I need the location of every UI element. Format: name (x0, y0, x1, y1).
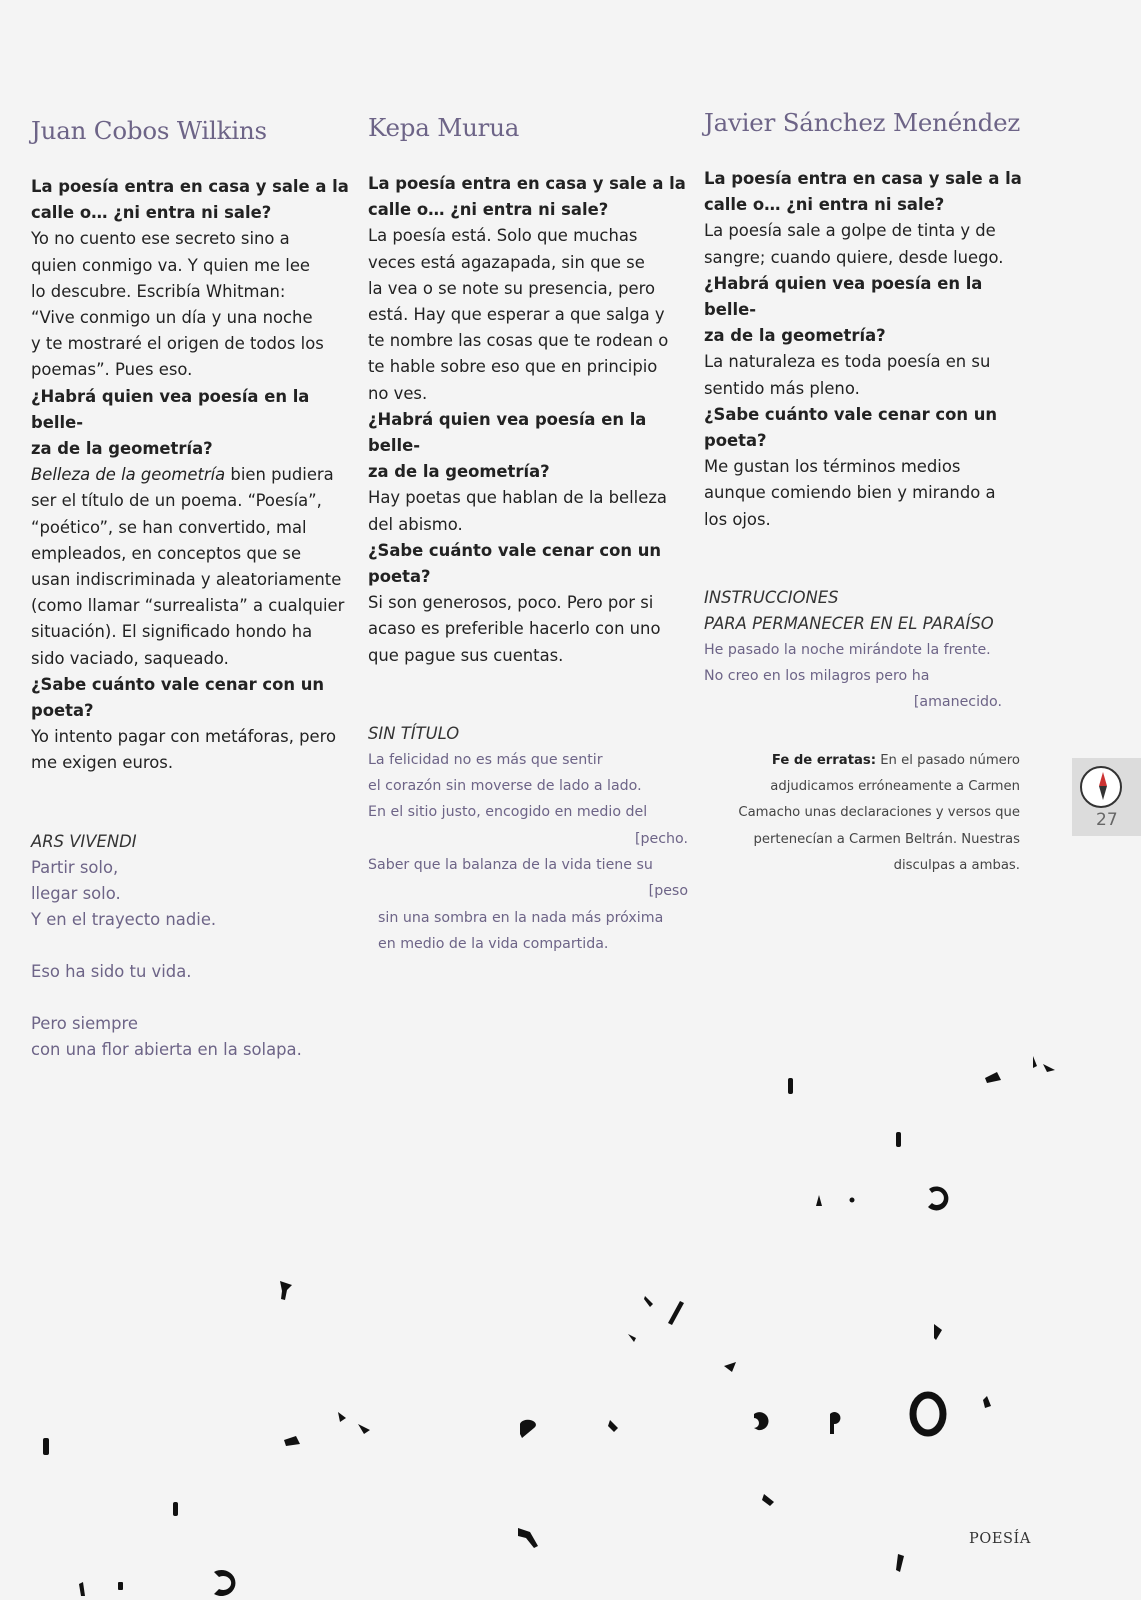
poem-line: He pasado la noche mirándote la frente. (704, 641, 991, 658)
page-tab (1072, 758, 1141, 836)
poem-line: con una flor abierta en la solapa. (31, 1039, 302, 1059)
poem-line: No creo en los milagros pero ha (704, 668, 930, 685)
answer: quien conmigo va. Y quien me lee (31, 255, 311, 275)
errata-text: En el pasado número (876, 753, 1020, 768)
compass-icon (1080, 766, 1122, 808)
answer: sentido más pleno. (704, 378, 860, 398)
poem-ars-vivendi (31, 829, 351, 1063)
errata-line: Camacho unas declaraciones y versos que (738, 805, 1020, 821)
poem-title: INSTRUCCIONES (704, 587, 839, 607)
errata-line: pertenecían a Carmen Beltrán. Nuestras (753, 831, 1020, 847)
question: poeta? (368, 567, 431, 587)
answer: ser el título de un poema. “Poesía”, (31, 491, 322, 511)
ink-speck (43, 1438, 49, 1455)
question: ¿Habrá quien vea poesía en la belle- (31, 386, 310, 432)
question: ¿Sabe cuánto vale cenar con un (31, 674, 325, 694)
ink-speck (762, 1494, 774, 1506)
author-name: Juan Cobos Wilkins (31, 116, 267, 145)
question: za de la geometría? (704, 326, 886, 346)
poem-title: PARA PERMANECER EN EL PARAÍSO (704, 613, 994, 633)
ink-speck (280, 1281, 292, 1300)
author-name: Javier Sánchez Menéndez (704, 108, 1021, 137)
poem-line: En el sitio justo, encogido en medio del (368, 804, 648, 821)
answer-text: bien pudiera (225, 465, 334, 485)
poem-instrucciones (704, 585, 1024, 716)
ink-speck (816, 1195, 822, 1206)
answer: situación). El significado hondo ha (31, 622, 313, 642)
stanza-break (31, 985, 351, 1011)
answer: poemas”. Pues eso. (31, 360, 193, 380)
stanza-break (31, 933, 351, 959)
question: ¿Sabe cuánto vale cenar con un (368, 540, 662, 560)
column-juan-cobos-wilkins (31, 116, 351, 1063)
answer: Me gustan los términos medios (704, 457, 961, 477)
poem-line: en medio de la vida compartida. (378, 935, 609, 952)
answer: no ves. (368, 383, 428, 403)
answer: te nombre las cosas que te rodean o (368, 331, 669, 351)
interview (704, 166, 1024, 533)
author-name: Kepa Murua (368, 113, 520, 142)
answer: me exigen euros. (31, 753, 174, 773)
interview (368, 171, 688, 669)
errata-line: adjudicamos erróneamente a Carmen (770, 779, 1020, 795)
ink-speck (983, 1396, 991, 1408)
answer: Yo intento pagar con metáforas, pero (31, 727, 337, 747)
answer: te hable sobre eso que en principio (368, 357, 658, 377)
answer: veces está agazapada, sin que se (368, 252, 645, 272)
answer: (como llamar “surrealista” a cualquier (31, 596, 345, 616)
answer: está. Hay que esperar a que salga y (368, 305, 665, 325)
poem-line: sin una sombra en la nada más próxima (378, 909, 664, 926)
poem-title: ARS VIVENDI (31, 831, 137, 851)
poem-line: Pero siempre (31, 1013, 139, 1033)
poem-line: Saber que la balanza de la vida tiene su (368, 857, 653, 874)
poem-line: el corazón sin moverse de lado a lado. (368, 778, 642, 795)
answer: sido vaciado, saqueado. (31, 648, 229, 668)
answer: lo descubre. Escribía Whitman: (31, 281, 286, 301)
ink-speck (896, 1554, 904, 1572)
answer: usan indiscriminada y aleatoriamente (31, 570, 342, 590)
ink-speck (79, 1582, 85, 1596)
answer: Si son generosos, poco. Pero por si (368, 593, 654, 613)
errata-note (728, 748, 1020, 879)
interview (31, 174, 351, 777)
ink-speck (338, 1412, 370, 1434)
answer: empleados, en conceptos que se (31, 543, 302, 563)
answer: La naturaleza es toda poesía en su (704, 352, 991, 372)
answer: “Vive conmigo un día y una noche (31, 308, 313, 328)
answer: “poético”, se han convertido, mal (31, 517, 307, 537)
ink-speck (173, 1502, 178, 1516)
ink-speck (934, 1324, 942, 1340)
ink-speck (284, 1436, 300, 1446)
ink-speck (628, 1334, 636, 1342)
question: La poesía entra en casa y sale a la (31, 177, 349, 196)
ink-speck (644, 1296, 653, 1307)
answer: los ojos. (704, 509, 771, 529)
page-number: 27 (1096, 810, 1118, 830)
ink-speck (724, 1362, 736, 1372)
answer: La poesía está. Solo que muchas (368, 226, 638, 246)
poem-sin-titulo (368, 721, 688, 957)
ink-speck (913, 1395, 943, 1433)
question: ¿Habrá quien vea poesía en la belle- (704, 273, 983, 320)
errata-line: disculpas a ambas. (893, 857, 1020, 873)
question: calle o… ¿ni entra ni sale? (368, 200, 609, 220)
answer-italic: Belleza de la geometría (31, 465, 226, 485)
question: za de la geometría? (31, 439, 213, 459)
section-label: POESÍA (969, 1531, 1031, 1547)
question: calle o… ¿ni entra ni sale? (704, 195, 945, 215)
answer: Hay poetas que hablan de la belleza (368, 488, 667, 508)
ink-speck (520, 1420, 536, 1438)
errata-line (728, 748, 1020, 774)
ink-speck (118, 1582, 123, 1590)
column-javier-sanchez-menendez (704, 108, 1024, 716)
answer: que pague sus cuentas. (368, 645, 564, 665)
question: za de la geometría? (368, 462, 550, 482)
errata-label: Fe de erratas: (771, 753, 877, 768)
question: ¿Habrá quien vea poesía en la belle- (368, 409, 647, 456)
answer: Yo no cuento ese secreto sino a (31, 229, 290, 249)
ink-speck (985, 1072, 1001, 1083)
poem-line-continuation: [peso (648, 883, 688, 900)
ink-speck (788, 1078, 793, 1094)
question: poeta? (31, 701, 94, 721)
question: calle o… ¿ni entra ni sale? (31, 203, 272, 223)
answer: del abismo. (368, 514, 463, 534)
answer: y te mostraré el origen de todos los (31, 334, 324, 354)
ink-speck (608, 1420, 618, 1432)
poem-line-continuation: [pecho. (634, 830, 688, 847)
answer: la vea o se note su presencia, pero (368, 278, 655, 298)
poem-line: llegar solo. (31, 883, 121, 903)
poem-line: La felicidad no es más que sentir (368, 751, 603, 768)
ink-speck (1033, 1056, 1055, 1072)
poem-title: SIN TÍTULO (368, 723, 460, 743)
answer (31, 462, 351, 488)
question: ¿Sabe cuánto vale cenar con un (704, 404, 998, 424)
ink-speck (850, 1198, 855, 1203)
compass-needle-south (1099, 786, 1107, 800)
poem-line: Y en el trayecto nadie. (31, 909, 217, 929)
answer: acaso es preferible hacerlo con uno (368, 619, 661, 639)
question: poeta? (704, 431, 767, 451)
answer: La poesía sale a golpe de tinta y de (704, 221, 996, 241)
poem-line: Eso ha sido tu vida. (31, 961, 192, 981)
answer: aunque comiendo bien y mirando a (704, 483, 996, 503)
question: La poesía entra en casa y sale a la (704, 169, 1022, 188)
poem-line-continuation: [amanecido. (913, 694, 1002, 711)
column-kepa-murua (368, 113, 688, 957)
ink-speck (518, 1528, 538, 1548)
answer: sangre; cuando quiere, desde luego. (704, 247, 1004, 267)
ink-speck (896, 1132, 901, 1147)
ink-speck (668, 1301, 684, 1325)
ink-speck (754, 1412, 768, 1430)
ink-speck (830, 1412, 840, 1434)
question: La poesía entra en casa y sale a la (368, 174, 686, 193)
compass-needle-north (1099, 772, 1107, 786)
ink-speck (214, 1570, 235, 1596)
poem-line: Partir solo, (31, 857, 119, 877)
ink-speck (928, 1186, 948, 1210)
